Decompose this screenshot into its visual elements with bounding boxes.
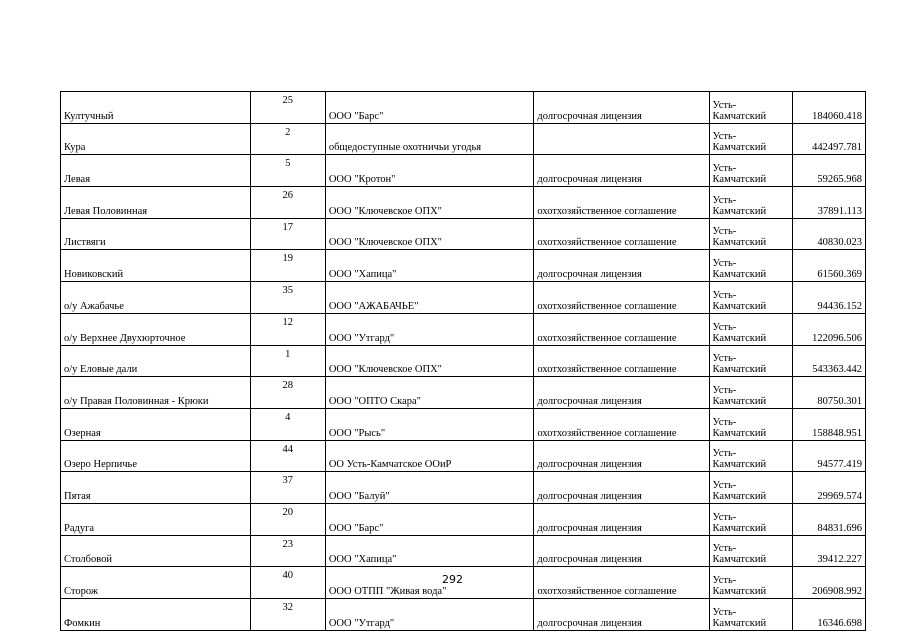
cell-area: 40830.023: [792, 218, 865, 250]
cell-document-type: охотхозяйственное соглашение: [534, 345, 709, 377]
cell-area: 94436.152: [792, 282, 865, 314]
cell-area: 59265.968: [792, 155, 865, 187]
cell-district: [709, 535, 792, 567]
cell-number: 32: [250, 599, 325, 631]
table-row: [61, 92, 866, 124]
cell-district: [709, 345, 792, 377]
cell-document-type: охотхозяйственное соглашение: [534, 187, 709, 219]
cell-ground-name: Левая Половинная: [61, 187, 251, 219]
cell-number: 35: [250, 282, 325, 314]
table-row: [61, 187, 866, 219]
cell-area: 158848.951: [792, 408, 865, 440]
table-row: [61, 472, 866, 504]
cell-number: 40: [250, 567, 325, 599]
cell-number: 28: [250, 377, 325, 409]
district-line: Камчатский: [712, 617, 767, 629]
cell-document-type: долгосрочная лицензия: [534, 472, 709, 504]
cell-ground-name: Столбовой: [61, 535, 251, 567]
district-line: Камчатский: [712, 522, 767, 534]
cell-organization: ООО "Кротон": [325, 155, 534, 187]
district-line: Усть-: [712, 353, 737, 365]
district-line: Усть-: [712, 384, 737, 396]
cell-ground-name: Сторож: [61, 567, 251, 599]
cell-ground-name: Озерная: [61, 408, 251, 440]
cell-district: [709, 155, 792, 187]
cell-district: [709, 440, 792, 472]
cell-number: 17: [250, 218, 325, 250]
table-row: [61, 599, 866, 631]
cell-district: [709, 408, 792, 440]
cell-ground-name: о/у Еловые дали: [61, 345, 251, 377]
cell-number: 26: [250, 187, 325, 219]
district-line: Камчатский: [712, 205, 767, 217]
cell-number: 37: [250, 472, 325, 504]
cell-number: 44: [250, 440, 325, 472]
cell-district: [709, 187, 792, 219]
cell-ground-name: Новиковский: [61, 250, 251, 282]
cell-document-type: долгосрочная лицензия: [534, 503, 709, 535]
cell-area: 184060.418: [792, 92, 865, 124]
district-line: Усть-: [712, 99, 737, 111]
cell-district: [709, 377, 792, 409]
cell-organization: ООО "ОПТО Скара": [325, 377, 534, 409]
cell-district: [709, 123, 792, 155]
cell-number: 2: [250, 123, 325, 155]
cell-document-type: долгосрочная лицензия: [534, 92, 709, 124]
cell-organization: ООО "Хапица": [325, 250, 534, 282]
cell-organization: ООО "Хапица": [325, 535, 534, 567]
cell-organization: ООО "Барс": [325, 92, 534, 124]
table-row: [61, 123, 866, 155]
cell-number: 23: [250, 535, 325, 567]
cell-organization: общедоступные охотничьи угодья: [325, 123, 534, 155]
district-line: Камчатский: [712, 142, 767, 154]
cell-district: [709, 92, 792, 124]
district-line: Усть-: [712, 289, 737, 301]
cell-area: 206908.992: [792, 567, 865, 599]
cell-ground-name: Култучный: [61, 92, 251, 124]
cell-organization: ООО "Балуй": [325, 472, 534, 504]
district-line: Усть-: [712, 194, 737, 206]
cell-district: [709, 472, 792, 504]
cell-organization: ООО ОТПП "Живая вода": [325, 567, 534, 599]
cell-area: 84831.696: [792, 503, 865, 535]
district-line: Усть-: [712, 258, 737, 270]
cell-document-type: долгосрочная лицензия: [534, 250, 709, 282]
district-line: Камчатский: [712, 427, 767, 439]
table-row: [61, 282, 866, 314]
cell-area: 94577.419: [792, 440, 865, 472]
district-line: Усть-: [712, 321, 737, 333]
table-row: [61, 250, 866, 282]
cell-document-type: охотхозяйственное соглашение: [534, 218, 709, 250]
district-line: Камчатский: [712, 554, 767, 566]
district-line: Камчатский: [712, 586, 767, 597]
district-line: Камчатский: [712, 110, 767, 122]
table-row: [61, 535, 866, 567]
district-line: Камчатский: [712, 490, 767, 502]
cell-area: 39412.227: [792, 535, 865, 567]
cell-ground-name: Листвяги: [61, 218, 251, 250]
cell-document-type: охотхозяйственное соглашение: [534, 567, 709, 599]
table-body: [61, 92, 866, 631]
district-line: Камчатский: [712, 269, 767, 281]
district-line: Камчатский: [712, 332, 767, 344]
cell-document-type: охотхозяйственное соглашение: [534, 408, 709, 440]
district-line: Усть-: [712, 606, 737, 618]
cell-document-type: долгосрочная лицензия: [534, 599, 709, 631]
district-line: Усть-: [712, 543, 737, 555]
cell-number: 4: [250, 408, 325, 440]
table-row: [61, 440, 866, 472]
cell-area: 37891.113: [792, 187, 865, 219]
cell-document-type: долгосрочная лицензия: [534, 440, 709, 472]
district-line: Усть-: [712, 448, 737, 460]
table-row: [61, 377, 866, 409]
cell-organization: ООО "Барс": [325, 503, 534, 535]
cell-area: 543363.442: [792, 345, 865, 377]
cell-district: [709, 599, 792, 631]
cell-ground-name: о/у Правая Половинная - Крюки: [61, 377, 251, 409]
cell-document-type: долгосрочная лицензия: [534, 535, 709, 567]
cell-organization: ОО Усть-Камчатское ООиР: [325, 440, 534, 472]
cell-organization: ООО "Ключевское ОПХ": [325, 187, 534, 219]
cell-ground-name: Озеро Нерпичье: [61, 440, 251, 472]
cell-organization: ООО "АЖАБАЧЬЕ": [325, 282, 534, 314]
hunting-grounds-table: [60, 91, 866, 631]
district-line: Усть-: [712, 479, 737, 491]
cell-organization: ООО "Утгард": [325, 599, 534, 631]
cell-number: 19: [250, 250, 325, 282]
cell-district: [709, 218, 792, 250]
district-line: Камчатский: [712, 459, 767, 471]
cell-district: [709, 282, 792, 314]
cell-district: [709, 250, 792, 282]
cell-area: 80750.301: [792, 377, 865, 409]
cell-number: 5: [250, 155, 325, 187]
cell-organization: ООО "Ключевское ОПХ": [325, 345, 534, 377]
cell-ground-name: Фомкин: [61, 599, 251, 631]
district-line: Камчатский: [712, 364, 767, 376]
district-line: Усть-: [712, 226, 737, 238]
district-line: Камчатский: [712, 237, 767, 249]
cell-organization: ООО "Ключевское ОПХ": [325, 218, 534, 250]
table-row: [61, 408, 866, 440]
table-row: [61, 155, 866, 187]
district-line: Усть-: [712, 511, 737, 523]
district-line: Камчатский: [712, 395, 767, 407]
district-line: Усть-: [712, 416, 737, 428]
table-row: [61, 503, 866, 535]
cell-area: 29969.574: [792, 472, 865, 504]
cell-document-type: [534, 123, 709, 155]
page-number: 292: [442, 573, 463, 586]
cell-area: 16346.698: [792, 599, 865, 631]
cell-organization: ООО "Рысь": [325, 408, 534, 440]
cell-ground-name: Пятая: [61, 472, 251, 504]
cell-document-type: долгосрочная лицензия: [534, 155, 709, 187]
cell-document-type: охотхозяйственное соглашение: [534, 282, 709, 314]
district-line: Усть-: [712, 131, 737, 143]
cell-district: [709, 503, 792, 535]
cell-organization: ООО "Утгард": [325, 313, 534, 345]
cell-ground-name: о/у Верхнее Двухюрточное: [61, 313, 251, 345]
cell-number: 1: [250, 345, 325, 377]
cell-document-type: долгосрочная лицензия: [534, 377, 709, 409]
cell-area: 61560.369: [792, 250, 865, 282]
cell-ground-name: Левая: [61, 155, 251, 187]
district-line: Камчатский: [712, 174, 767, 186]
cell-ground-name: о/у Ажабачье: [61, 282, 251, 314]
cell-ground-name: Кура: [61, 123, 251, 155]
cell-area: 442497.781: [792, 123, 865, 155]
cell-area: 122096.506: [792, 313, 865, 345]
table-row: [61, 218, 866, 250]
cell-number: 20: [250, 503, 325, 535]
cell-district: [709, 313, 792, 345]
cell-number: 12: [250, 313, 325, 345]
district-line: Усть-: [712, 575, 737, 586]
cell-ground-name: Радуга: [61, 503, 251, 535]
table-row: [61, 313, 866, 345]
district-line: Усть-: [712, 163, 737, 175]
cell-document-type: охотхозяйственное соглашение: [534, 313, 709, 345]
district-line: Камчатский: [712, 300, 767, 312]
cell-number: 25: [250, 92, 325, 124]
table-row: [61, 345, 866, 377]
